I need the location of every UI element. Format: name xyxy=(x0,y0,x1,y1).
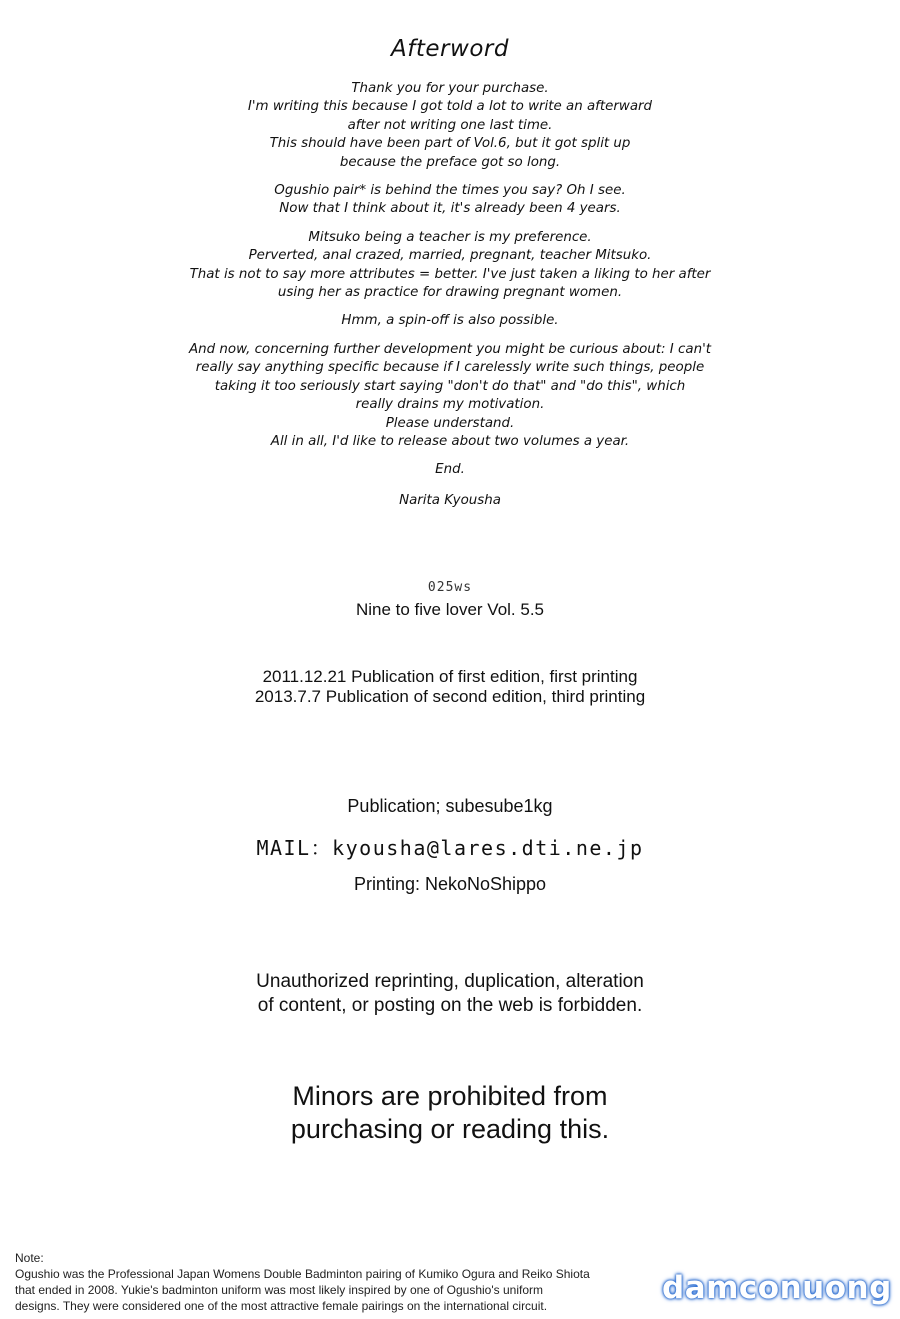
printing-history-first: 2011.12.21 Publication of first edition, first printing xyxy=(262,667,638,686)
afterword-line: And now, concerning further development you might be curious about: I can't xyxy=(188,341,712,357)
note-line: Ogushio was the Professional Japan Womens Double Badminton pairing of Kumiko Ogura and Reiko Shiota xyxy=(15,1267,590,1281)
afterword-line: Please understand. xyxy=(385,415,515,431)
afterword-line: really say anything specific because if I carelessly write such things, people xyxy=(195,360,705,376)
translator-note xyxy=(15,1250,675,1314)
afterword-paragraph xyxy=(120,80,780,172)
reprint-warning xyxy=(0,970,900,1018)
afterword-line: after not writing one last time. xyxy=(347,117,553,133)
afterword-paragraph xyxy=(120,341,780,451)
afterword-line: I'm writing this because I got told a lot to write an afterward xyxy=(247,99,653,115)
afterword-line: using her as practice for drawing pregnant women. xyxy=(277,285,623,301)
note-line: designs. They were considered one of the most attractive female pairings on the international circuit. xyxy=(15,1299,548,1313)
afterword-line: Now that I think about it, it's already been 4 years. xyxy=(279,201,621,217)
afterword-line: taking it too seriously start saying "don't do that" and "do this", which xyxy=(214,378,686,394)
afterword-end: End. xyxy=(435,462,465,478)
afterword-title: Afterword xyxy=(391,36,509,62)
note-line: that ended in 2008. Yukie's badminton uniform was most likely inspired by one of Ogushio's uniform xyxy=(15,1283,543,1297)
minors-warning-line: purchasing or reading this. xyxy=(290,1114,610,1144)
afterword-line: really drains my motivation. xyxy=(355,397,545,413)
afterword-line: because the preface got so long. xyxy=(339,154,561,170)
minors-warning-line: Minors are prohibited from xyxy=(292,1081,608,1111)
reprint-warning-line: of content, or posting on the web is forbidden. xyxy=(257,995,643,1016)
afterword-line: Perverted, anal crazed, married, pregnant, teacher Mitsuko. xyxy=(248,248,652,264)
afterword-line: All in all, I'd like to release about two volumes a year. xyxy=(270,433,630,449)
contact-mail: MAIL：kyousha@lares.dti.ne.jp xyxy=(256,836,644,860)
publisher: Publication; subesube1kg xyxy=(347,796,553,816)
printer: Printing: NekoNoShippo xyxy=(353,874,547,894)
afterword-line: This should have been part of Vol.6, but it got split up xyxy=(269,136,631,152)
afterword-line: Hmm, a spin-off is also possible. xyxy=(341,313,559,329)
note-label: Note: xyxy=(15,1251,44,1265)
afterword-author: Narita Kyousha xyxy=(399,492,501,508)
afterword-body xyxy=(120,80,780,510)
afterword-paragraph xyxy=(120,182,780,219)
afterword-line: Mitsuko being a teacher is my preference. xyxy=(308,229,592,245)
printing-history-second: 2013.7.7 Publication of second edition, third printing xyxy=(254,687,646,706)
afterword-paragraph xyxy=(120,229,780,303)
colophon-code: 025ws xyxy=(427,580,473,595)
book-title: Nine to five lover Vol. 5.5 xyxy=(355,600,545,619)
watermark-logo: damconuong xyxy=(662,1270,892,1306)
afterword-paragraph xyxy=(120,312,780,330)
afterword-line: Ogushio pair* is behind the times you say? Oh I see. xyxy=(274,183,626,199)
afterword-line: That is not to say more attributes = better. I've just taken a liking to her after xyxy=(189,266,711,282)
reprint-warning-line: Unauthorized reprinting, duplication, alteration xyxy=(256,971,644,992)
minors-warning xyxy=(0,1080,900,1146)
afterword-line: Thank you for your purchase. xyxy=(351,81,549,96)
